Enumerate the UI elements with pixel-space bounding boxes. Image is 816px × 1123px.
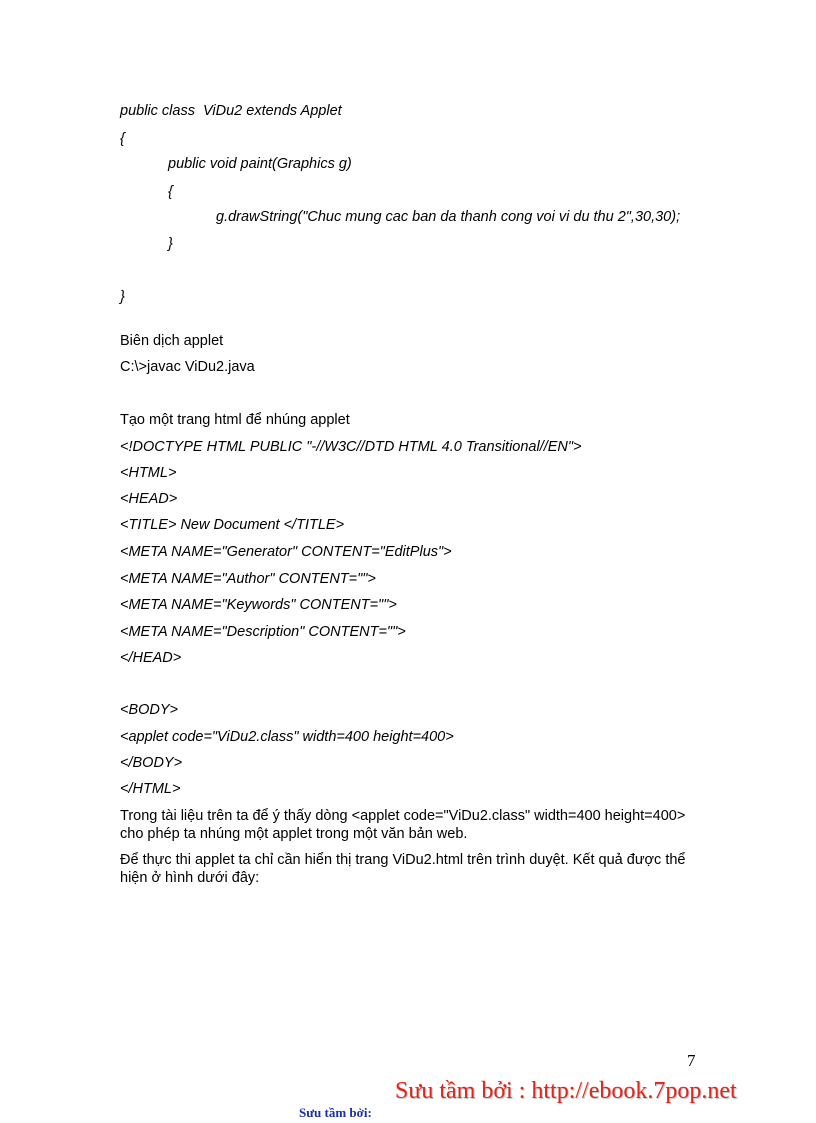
footer-watermark: Sưu tầm bởi : http://ebook.7pop.net bbox=[395, 1078, 737, 1104]
code-line-drawstring: g.drawString("Chuc mung cac ban da thanh cong voi vi du thu 2",30,30); bbox=[216, 209, 681, 225]
code-line-open-brace: { bbox=[120, 131, 125, 147]
html-line-doctype: <!DOCTYPE HTML PUBLIC "-//W3C//DTD HTML 4.0 Transitional//EN"> bbox=[120, 439, 582, 455]
html-heading: Tạo một trang html để nhúng applet bbox=[120, 412, 350, 428]
code-line-method-open-brace: { bbox=[168, 184, 173, 200]
html-line-applet: <applet code="ViDu2.class" width=400 height=400> bbox=[120, 729, 454, 745]
html-line-title: <TITLE> New Document </TITLE> bbox=[120, 517, 345, 533]
html-line-html-open: <HTML> bbox=[120, 465, 177, 481]
html-line-meta-keywords: <META NAME="Keywords" CONTENT=""> bbox=[120, 597, 397, 613]
html-line-body-close: </BODY> bbox=[120, 755, 183, 771]
html-line-meta-description: <META NAME="Description" CONTENT=""> bbox=[120, 624, 406, 640]
html-line-meta-generator: <META NAME="Generator" CONTENT="EditPlus"> bbox=[120, 544, 452, 560]
code-line-paint-method: public void paint(Graphics g) bbox=[168, 156, 352, 172]
html-line-head-open: <HEAD> bbox=[120, 491, 178, 507]
compile-command: C:\>javac ViDu2.java bbox=[120, 359, 255, 375]
code-line-class-close-brace: } bbox=[120, 289, 125, 305]
paragraph-applet-embed: Trong tài liệu trên ta để ý thấy dòng <applet code="ViDu2.class" width=400 height=400> cho phép ta nhúng một applet trong một văn bản web. bbox=[120, 808, 686, 842]
page-number: 7 bbox=[687, 1051, 696, 1070]
html-line-body-open: <BODY> bbox=[120, 702, 179, 718]
code-line-class-declaration: public class ViDu2 extends Applet bbox=[120, 103, 342, 119]
footer-label: Sưu tầm bởi: bbox=[299, 1105, 372, 1120]
paragraph-run-applet: Để thực thi applet ta chỉ cần hiển thị trang ViDu2.html trên trình duyệt. Kết quả được thể hiện ở hình dưới đây: bbox=[120, 852, 686, 886]
html-line-html-close: </HTML> bbox=[120, 781, 181, 797]
html-line-meta-author: <META NAME="Author" CONTENT=""> bbox=[120, 571, 376, 587]
html-line-head-close: </HEAD> bbox=[120, 650, 182, 666]
code-line-method-close-brace: } bbox=[168, 236, 173, 252]
compile-heading: Biên dịch applet bbox=[120, 333, 224, 349]
